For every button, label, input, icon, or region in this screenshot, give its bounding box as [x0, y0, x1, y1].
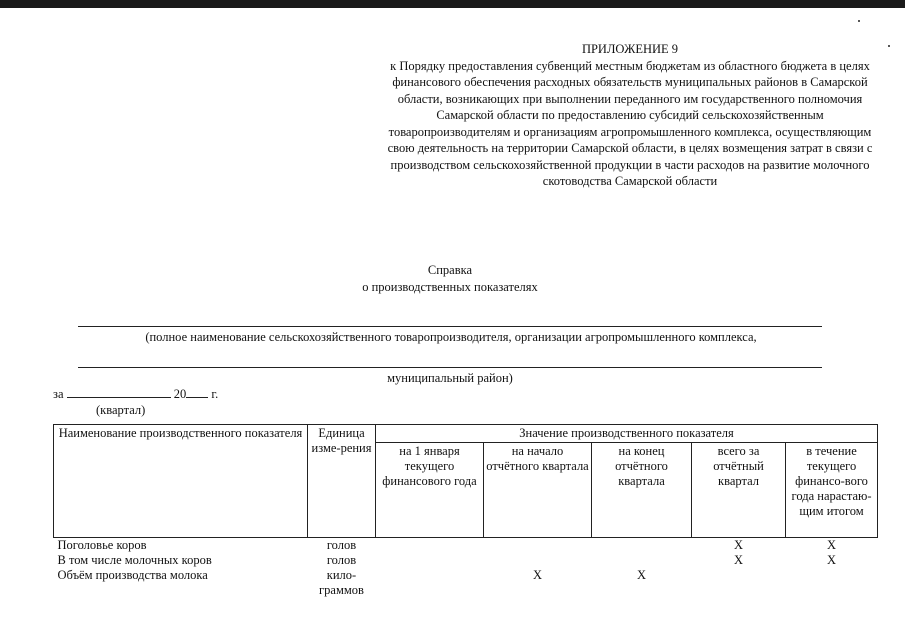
row-name: Поголовье коров: [57, 538, 147, 552]
appendix-title: ПРИЛОЖЕНИЕ 9: [581, 42, 679, 56]
row-unit: кило-граммов: [319, 568, 364, 597]
row-value: X: [733, 538, 744, 552]
producer-name-caption: (полное наименование сельскохозяйственного товаропроизводителя, организации агропромышленного комплекса,: [145, 330, 757, 344]
period-line: [53, 387, 218, 402]
quarter-blank: [67, 387, 171, 398]
scan-top-edge: [0, 0, 905, 8]
row-name: В том числе молочных коров: [57, 553, 212, 567]
row-value: X: [827, 553, 837, 567]
row-name: Объём производства молока: [57, 568, 208, 582]
row-value: [592, 553, 692, 568]
row-unit: голов: [326, 553, 357, 567]
producer-name-line: [78, 326, 822, 327]
row-value: [376, 568, 484, 598]
row-value: [786, 568, 878, 598]
year-prefix: 20: [173, 387, 187, 401]
row-value: [376, 553, 484, 568]
district-caption: муниципальный район): [387, 371, 513, 385]
appendix-block: [380, 41, 880, 190]
indicators-table: [53, 424, 878, 598]
row-value: [484, 553, 592, 568]
scan-speck: [888, 45, 890, 47]
row-value: X: [827, 538, 837, 552]
document-title: Справка: [427, 263, 473, 277]
row-value: X: [532, 568, 543, 582]
row-unit: голов: [326, 538, 357, 552]
row-value: X: [636, 568, 647, 582]
table-row: [54, 568, 878, 598]
period-suffix: г.: [211, 387, 219, 401]
year-blank: [186, 387, 208, 398]
header-value-group: Значение производственного показателя: [376, 425, 878, 443]
header-jan1: на 1 января текущего финансового года: [376, 443, 484, 538]
header-quarter-total: всего за отчётный квартал: [692, 443, 786, 538]
header-year-cumulative: в течение текущего финансо-вого года нарастаю-щим итогом: [786, 443, 878, 538]
row-value: [592, 538, 692, 554]
district-line: [78, 367, 822, 368]
quarter-caption: (квартал): [96, 403, 146, 417]
table-row: [54, 553, 878, 568]
header-name: Наименование производственного показателя: [54, 425, 308, 538]
document-subtitle: о производственных показателях: [362, 280, 538, 294]
scan-speck: [858, 20, 860, 22]
period-prefix: за: [53, 387, 64, 401]
row-value: [376, 538, 484, 554]
row-value: X: [733, 553, 744, 567]
header-unit: Единица изме-рения: [308, 425, 376, 538]
row-value: [484, 538, 592, 554]
row-value: [692, 568, 786, 598]
appendix-text: к Порядку предоставления субвенций местным бюджетам из областного бюджета в целях финансового обеспечения расходных обязательств муниципальных районов в Самарской области, возникающих при выполнении переданного им государственного полномочия Самарской области по предоставлению субсидий сельскохозяйственным товаропроизводителям и организациям агропромышленного комплекса, осуществляющим свою деятельность на территории Самарской области, в целях возмещения затрат в связи с производством сельскохозяйственной продукции в части расходов на развитие молочного скотоводства Самарской области: [387, 58, 873, 188]
table-row: [54, 538, 878, 554]
header-quarter-end: на конец отчётного квартала: [592, 443, 692, 538]
header-quarter-start: на начало отчётного квартала: [484, 443, 592, 538]
